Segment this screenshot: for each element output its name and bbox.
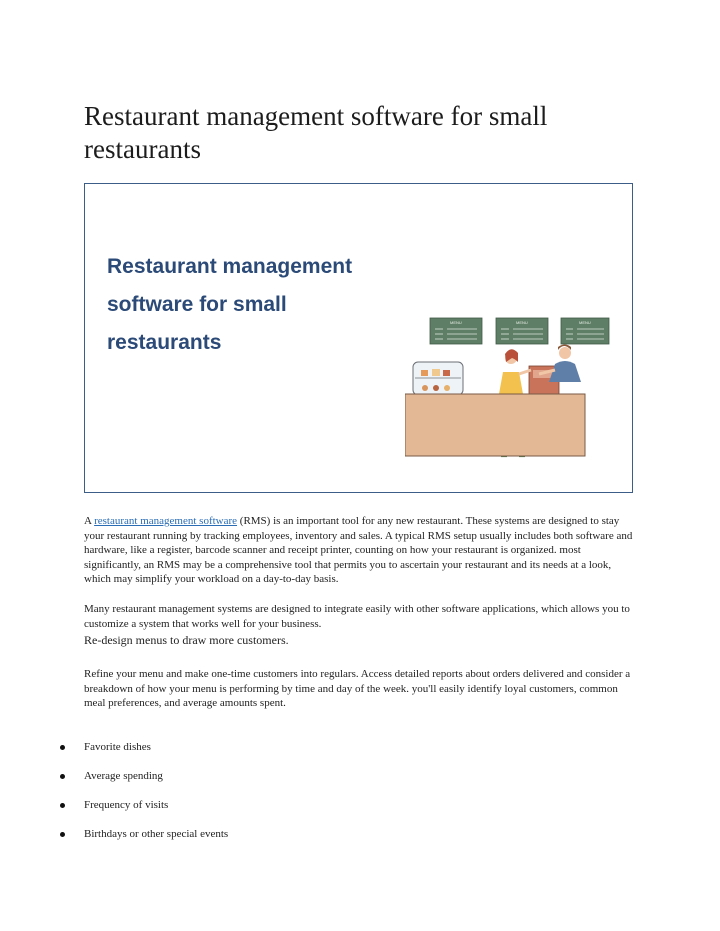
bullet-icon xyxy=(60,803,65,808)
counter-shape xyxy=(405,394,585,456)
list-item-text: Frequency of visits xyxy=(84,799,169,811)
list-item-text: Favorite dishes xyxy=(84,741,151,753)
menu-board-label: MENU xyxy=(516,320,528,325)
menu-board-icon xyxy=(561,318,609,344)
bullet-icon xyxy=(60,774,65,779)
bullet-icon xyxy=(60,745,65,750)
illustration-heading-line-1: Restaurant management xyxy=(107,255,353,278)
intro-body: (RMS) is an important tool for any new restaurant. These systems are designed to stay your restaurant running by tracking employees, inventory and sales. A typical RMS setup usually includes both software and hardware, like a register, barcode scanner and receipt printer, counting on how your restaurant is organized. most significantly, an RMS may be a comprehensive tool that permits you to ascertain your restaurant and its needs at a look, which may simplify your workload on a day-to-day basis. xyxy=(84,515,633,585)
restaurant-counter-drawing xyxy=(405,310,615,465)
page-title: Restaurant management software for small restaurants xyxy=(84,101,548,164)
menu-board-label: MENU xyxy=(579,320,591,325)
redesign-subheading: Re-design menus to draw more customers. xyxy=(84,633,289,647)
menu-board-icon xyxy=(430,318,482,344)
intro-paragraph xyxy=(84,514,640,587)
integration-paragraph: Many restaurant management systems are designed to integrate easily with other software applications, which allows you to customize a system that works well for your business. xyxy=(84,603,630,630)
list-item-text: Average spending xyxy=(84,770,163,782)
intro-prefix: A xyxy=(84,515,95,527)
illustration-heading-line-3: restaurants xyxy=(107,331,222,354)
illustration-heading-line-2: software for small xyxy=(107,293,287,316)
bullet-icon xyxy=(60,832,65,837)
hero-illustration xyxy=(84,183,633,493)
menu-board-label: MENU xyxy=(450,320,462,325)
rms-link[interactable]: restaurant management software xyxy=(94,515,238,527)
refine-paragraph: Refine your menu and make one-time customers into regulars. Access detailed reports about orders delivered and consider a breakdown of how your menu is performing by time and day of the week. you'll easily identify loyal customers, common meal preferences, and average amounts spent. xyxy=(84,668,631,709)
menu-board-icon xyxy=(496,318,548,344)
pastry-display-case-icon xyxy=(413,362,463,395)
list-item-text: Birthdays or other special events xyxy=(84,828,229,840)
illustration-heading xyxy=(107,248,407,362)
